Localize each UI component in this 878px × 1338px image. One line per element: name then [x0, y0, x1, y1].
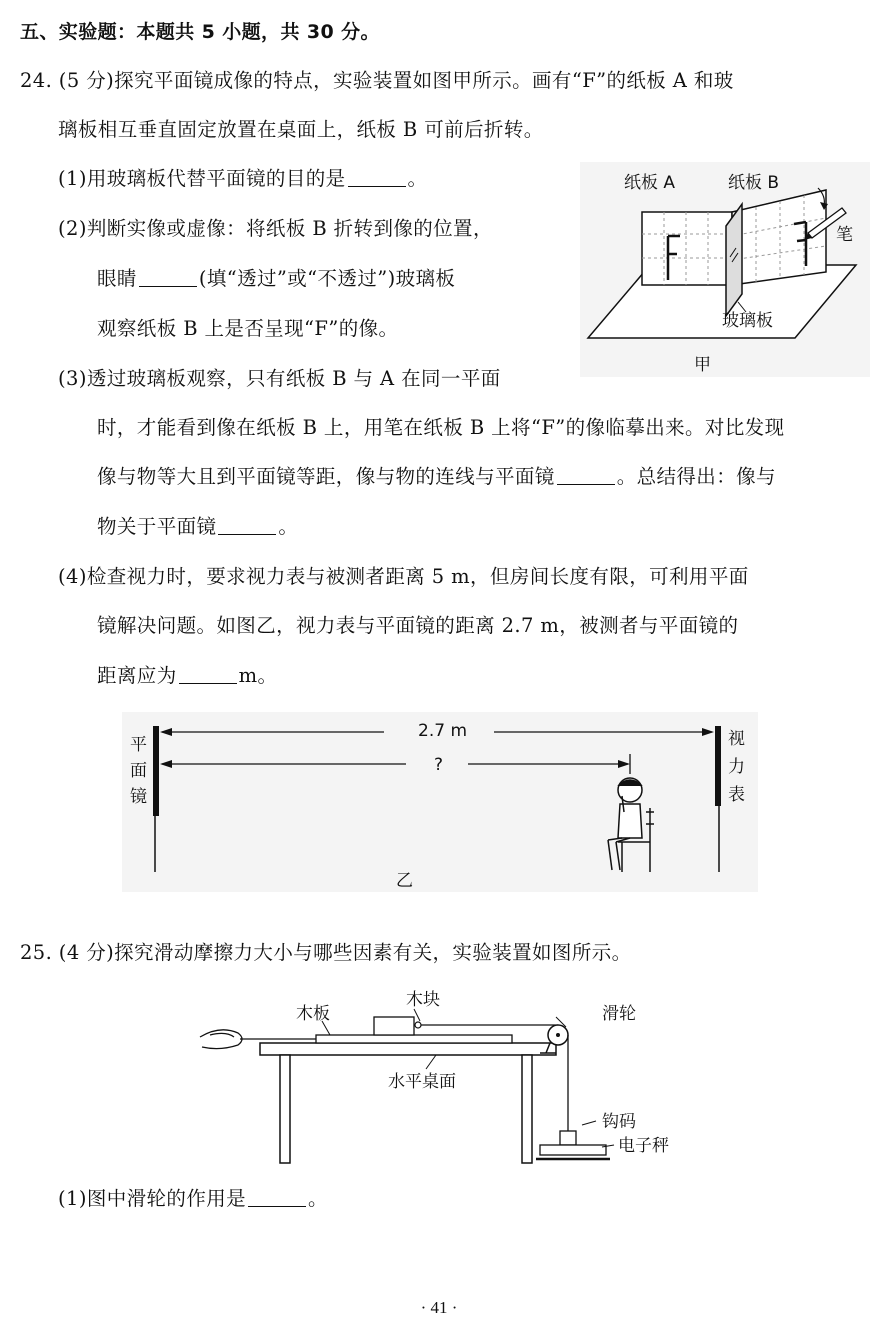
q24-part3-text: 像与物等大且到平面镜等距，像与物的连线与平面镜: [97, 465, 555, 488]
q25-part1: [58, 1186, 328, 1212]
q24-part3-line3: [97, 464, 776, 490]
electronic-scale: [540, 1145, 606, 1155]
answer-blank[interactable]: [139, 268, 197, 287]
hand-icon: [200, 1030, 242, 1049]
hook-weight: [560, 1131, 576, 1145]
label-table: 水平桌面: [388, 1072, 456, 1092]
q24-part2-line2: [97, 266, 455, 292]
distance-label: 2.7 m: [418, 721, 467, 741]
mirror-label-2: 面: [130, 761, 147, 781]
chart-label-3: 表: [728, 785, 745, 805]
q24-stem-line2: 璃板相互垂直固定放置在桌面上，纸板 B 可前后折转。: [58, 118, 544, 141]
figure-yi: [122, 712, 758, 892]
q25-stem: 25. (4 分)探究滑动摩擦力大小与哪些因素有关，实验装置如图所示。: [20, 941, 632, 964]
plane-mirror: [153, 726, 159, 816]
q24-part1-text: (1)用玻璃板代替平面镜的目的是: [58, 167, 346, 190]
figure-friction: [190, 985, 710, 1170]
caption-yi: 乙: [396, 871, 413, 891]
label-board-b: 纸板 B: [728, 173, 780, 193]
horizontal-table: [260, 1043, 556, 1055]
label-board-a: 纸板 A: [624, 173, 676, 193]
chart-label-1: 视: [728, 729, 745, 749]
q24-part3-line1: (3)透过玻璃板观察，只有纸板 B 与 A 在同一平面: [58, 367, 501, 390]
q24-part3-line4: [97, 514, 298, 540]
label-pulley: 滑轮: [602, 1004, 636, 1024]
board-a: [642, 212, 732, 285]
q25-part1-end: 。: [308, 1187, 328, 1210]
q25-part1-text: (1)图中滑轮的作用是: [58, 1187, 247, 1210]
answer-blank[interactable]: [248, 1188, 306, 1207]
label-pen: 笔: [836, 225, 853, 245]
q24-stem-line1: 24. (5 分)探究平面镜成像的特点，实验装置如图甲所示。画有“F”的纸板 A 和玻: [20, 69, 734, 92]
q24-part3-line4-text: 物关于平面镜: [97, 515, 217, 538]
q24-part4-line2: 镜解决问题。如图乙，视力表与平面镜的距离 2.7 m，被测者与平面镜的: [97, 614, 739, 637]
unknown-label: ?: [434, 755, 444, 775]
label-scale: 电子秤: [618, 1136, 669, 1156]
table-leg-right: [522, 1055, 532, 1163]
wood-board: [316, 1035, 512, 1043]
q24-part3-line4-end: 。: [278, 515, 299, 538]
q24-part1: [58, 166, 427, 192]
q24-part2-line1: (2)判断实像或虚像：将纸板 B 折转到像的位置，: [58, 217, 493, 240]
mirror-label-3: 镜: [130, 787, 147, 807]
label-block: 木块: [406, 990, 440, 1010]
label-weight: 钩码: [602, 1112, 636, 1132]
answer-blank[interactable]: [557, 466, 615, 485]
q24-part3-text-after: 。总结得出：像与: [616, 465, 776, 488]
figure-jia: [580, 162, 870, 377]
q24-part2-text-after: (填“透过”或“不透过”)玻璃板: [198, 267, 456, 290]
label-board: 木板: [296, 1004, 330, 1024]
label-glass: 玻璃板: [722, 311, 773, 331]
wood-block: [374, 1017, 414, 1035]
q24-part2-line3: 观察纸板 B 上是否呈现“F”的像。: [97, 317, 399, 340]
answer-blank[interactable]: [218, 516, 276, 535]
answer-blank[interactable]: [179, 665, 237, 684]
q24-part3-line2: 时，才能看到像在纸板 B 上，用笔在纸板 B 上将“F”的像临摹出来。对比发现: [97, 416, 785, 439]
answer-blank[interactable]: [348, 168, 406, 187]
q24-part4-unit: m。: [238, 664, 278, 687]
q24-part4-line3-text: 距离应为: [97, 664, 177, 687]
table-leg-left: [280, 1055, 290, 1163]
q24-part2-text: 眼睛: [97, 267, 137, 290]
q24-part4-line3: [97, 663, 277, 689]
caption-jia: 甲: [694, 355, 711, 375]
section-header: 五、实验题：本题共 5 小题，共 30 分。: [20, 21, 380, 43]
mirror-label-1: 平: [130, 735, 147, 755]
page-number: · 41 ·: [420, 1298, 458, 1317]
eye-chart: [715, 726, 721, 806]
q24-part4-line1: (4)检查视力时，要求视力表与被测者距离 5 m，但房间长度有限，可利用平面: [58, 565, 749, 588]
chart-label-2: 力: [728, 757, 745, 777]
q24-part1-end: 。: [407, 167, 428, 190]
